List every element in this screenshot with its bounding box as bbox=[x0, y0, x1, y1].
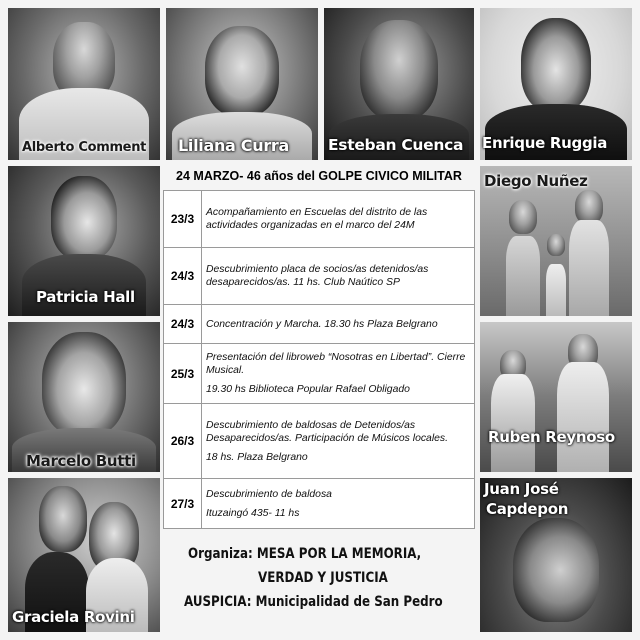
event-date: 26/3 bbox=[164, 404, 202, 479]
portrait-patricia-hall bbox=[8, 166, 160, 316]
portrait-caption: Patricia Hall bbox=[36, 288, 135, 306]
event-date: 25/3 bbox=[164, 344, 202, 404]
schedule-table bbox=[163, 190, 475, 529]
portrait-caption: Graciela Rovini bbox=[12, 608, 135, 626]
portrait-caption: Marcelo Butti bbox=[26, 452, 136, 470]
portrait-enrique-ruggia bbox=[480, 8, 632, 160]
portrait-caption: Enrique Ruggia bbox=[482, 134, 608, 152]
portrait-esteban-cuenca bbox=[324, 8, 474, 160]
table-row bbox=[164, 305, 475, 344]
event-date: 24/3 bbox=[164, 248, 202, 305]
table-row bbox=[164, 191, 475, 248]
portrait-alberto-comment bbox=[8, 8, 160, 160]
event-description: Presentación del libroweb “Nosotras en Libertad”. Cierre Musical. 19.30 hs Biblioteca Popular Rafael Obligado bbox=[202, 344, 475, 404]
portrait-ruben-reynoso bbox=[480, 322, 632, 472]
table-row bbox=[164, 248, 475, 305]
event-date: 27/3 bbox=[164, 479, 202, 529]
event-description: Descubrimiento placa de socios/as detenidos/as desaparecidos/as. 11 hs. Club Naútico SP bbox=[202, 248, 475, 305]
table-row bbox=[164, 404, 475, 479]
portrait-caption-line1: Juan José bbox=[484, 480, 559, 498]
event-description: Descubrimiento de baldosas de Detenidos/as Desaparecidos/as. Participación de Músicos locales. 18 hs. Plaza Belgrano bbox=[202, 404, 475, 479]
portrait-caption: Esteban Cuenca bbox=[328, 136, 464, 154]
event-date: 23/3 bbox=[164, 191, 202, 248]
table-row bbox=[164, 479, 475, 529]
portrait-caption: Alberto Comment bbox=[22, 140, 147, 155]
portrait-graciela-rovini bbox=[8, 478, 160, 632]
portrait-diego-nunez bbox=[480, 166, 632, 316]
portrait-caption-line2: Capdepon bbox=[486, 500, 569, 518]
event-headline: 24 MARZO- 46 años del GOLPE CIVICO MILITAR bbox=[176, 169, 462, 183]
portrait-liliana-curra bbox=[166, 8, 318, 160]
portrait-juan-jose-capdepon bbox=[480, 478, 632, 632]
event-description: Descubrimiento de baldosa Ituzaingó 435- 11 hs bbox=[202, 479, 475, 529]
table-row bbox=[164, 344, 475, 404]
organizer-line-2: VERDAD Y JUSTICIA bbox=[258, 570, 388, 586]
portrait-caption: Diego Nuñez bbox=[484, 172, 588, 190]
portrait-marcelo-butti bbox=[8, 322, 160, 472]
portrait-caption: Liliana Curra bbox=[178, 136, 290, 155]
event-description: Concentración y Marcha. 18.30 hs Plaza Belgrano bbox=[202, 305, 475, 344]
portrait-caption: Ruben Reynoso bbox=[488, 428, 615, 446]
event-description: Acompañamiento en Escuelas del distrito de las actividades organizadas en el marco del 24M bbox=[202, 191, 475, 248]
event-date: 24/3 bbox=[164, 305, 202, 344]
organizer-line-1: Organiza: MESA POR LA MEMORIA, bbox=[188, 546, 422, 562]
sponsor-line: AUSPICIA: Municipalidad de San Pedro bbox=[184, 594, 443, 610]
